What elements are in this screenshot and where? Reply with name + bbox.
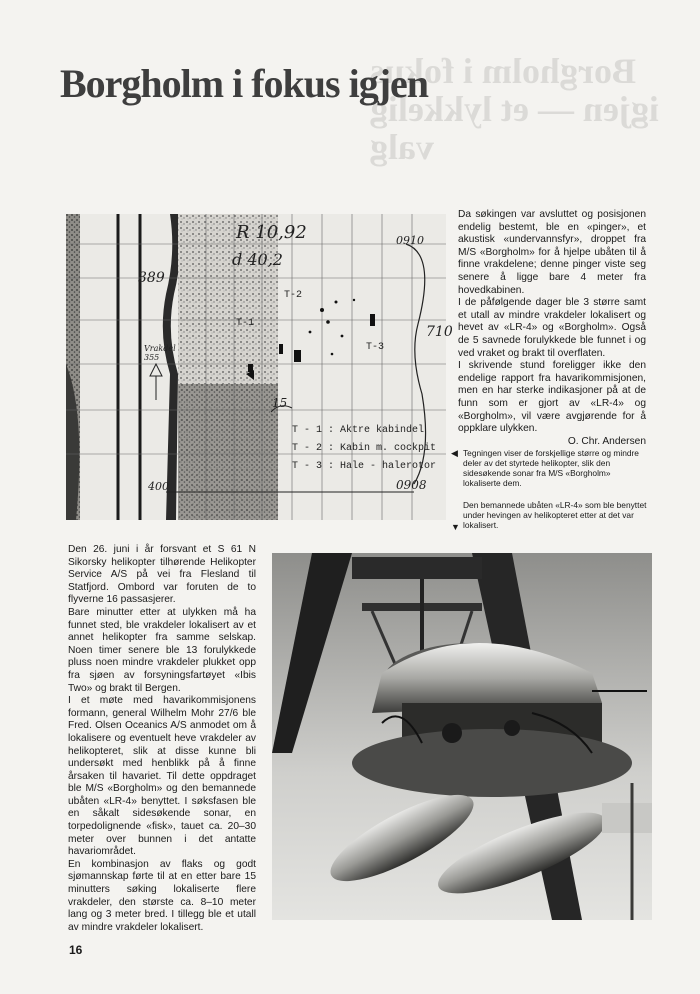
sonar-heading-note: Vrakdel 355 bbox=[144, 344, 176, 362]
paragraph: I et møte med havarikommisjonens formann, general Wilhelm Mohr 27/6 ble Fred. Olsen Oceanics A/S anmodet om å lokalisere og eventuelt heve vrakdeler av helikopteret, slik at disse kunne bli undersøkt med henblikk på å finne årsaken til havariet. Til dette oppdraget ble M/S «Borgholm» og den bemannede ubåten «LR-4» benyttet. I søksfasen ble en såkalt sidesøkende sonar, en torpedolignende «fisk», tauet ca. 20–30 meter over bunnen i det antatte havariområdet. bbox=[68, 695, 256, 858]
right-column-text bbox=[458, 209, 646, 448]
sonar-time-top: 0910 bbox=[396, 234, 424, 247]
paragraph: Den 26. juni i år forsvant et S 61 N Sikorsky helikopter tilhørende Helikopter Service A/S på vei fra Flesland til Statfjord. Ombord var foruten de to flyverne 16 passasjerer. bbox=[68, 544, 256, 606]
legend-item: T - 3 : Hale - halerotor bbox=[292, 461, 437, 472]
triangle-down-icon: ▼ bbox=[451, 522, 460, 532]
paragraph: I de påfølgende dager ble 3 større samt et utall av mindre vrakdeler lokalisert og hevet av «LR-4» og «Borgholm». Også de 5 savnede forulykkede ble funnet i og ved vraket og brakt til overflaten. bbox=[458, 297, 646, 359]
bleed-through-text: Borgholm i fokus igjen — et lykkelig valg bbox=[370, 51, 659, 167]
sonar-side-note: 710 bbox=[426, 324, 453, 340]
paragraph: Bare minutter etter at ulykken må ha funnet sted, ble vrakdeler lokalisert av et annet helikopter fra samme selskap. Noen timer senere ble 13 forulykkede pluss noen mindre vrakdeler plukket opp fra sjøen av forsyningsfartøyet «Ibis Two» og brakt til Bergen. bbox=[68, 606, 256, 694]
sonar-depth-bottom: 400 bbox=[148, 480, 169, 493]
sonar-legend bbox=[292, 422, 436, 476]
paragraph: En kombinasjon av flaks og godt sjømannskap førte til at en etter bare 15 minutters søking lokaliserte flere vrakdeler, den største ca. 8–10 meter lang og 3 meter bred. I tillegg ble et utall av mindre vrakdeler lokalisert. bbox=[68, 858, 256, 933]
submarine-graphic bbox=[272, 553, 652, 920]
sonar-scale-note: 15 bbox=[272, 396, 288, 410]
sonar-annotation-d: d 40,2 bbox=[232, 250, 283, 269]
legend-item: T - 1 : Aktre kabindel bbox=[292, 425, 425, 436]
page-number: 16 bbox=[69, 943, 83, 957]
sonar-target-t3: T-3 bbox=[366, 342, 385, 353]
sonar-target-t2: T-2 bbox=[284, 290, 303, 301]
drawing-caption: ◀ Tegningen viser de forskjellige større og mindre deler av det styrtede helikopter, slik den sidesøkende sonar fra M/S «Borgholm» lokaliserte dem. bbox=[451, 448, 639, 488]
triangle-left-icon: ◀ bbox=[451, 448, 458, 458]
submarine-photo bbox=[272, 553, 652, 920]
paragraph: Da søkingen var avsluttet og posisjonen endelig bestemt, ble en «pinger», et akustisk «undervannsfyr», droppet fra M/S «Borgholm» for å hjelpe ubåten til å finne vrakdelene; denne pinger viste seg senere å ligge bare 4 meter fra hovedkabinen. bbox=[458, 209, 646, 296]
sonar-depth-top: 389 bbox=[138, 270, 165, 286]
paragraph: I skrivende stund foreligger ikke den endelige rapport fra havarikommisjonen, men en har sterke indikasjoner på at de funn som er gjort av «LR-4» og «Borgholm», vil være avgjørende for å oppklare ulykken. bbox=[458, 360, 646, 435]
sonar-annotation-r: R 10,92 bbox=[236, 222, 307, 243]
photo-caption: ▼ Den bemannede ubåten «LR-4» som ble benyttet under hevingen av helikopteret etter at det var lokalisert. bbox=[451, 500, 647, 532]
author-signature: O. Chr. Andersen bbox=[567, 435, 646, 447]
article-title: Borgholm i fokus igjen bbox=[60, 61, 429, 106]
sonar-drawing bbox=[66, 214, 453, 520]
sonar-target-t1: T-1 bbox=[236, 318, 255, 329]
legend-item: T - 2 : Kabin m. cockpit bbox=[292, 443, 437, 454]
left-column-text bbox=[68, 544, 256, 934]
sonar-time-bottom: 0908 bbox=[396, 478, 427, 492]
